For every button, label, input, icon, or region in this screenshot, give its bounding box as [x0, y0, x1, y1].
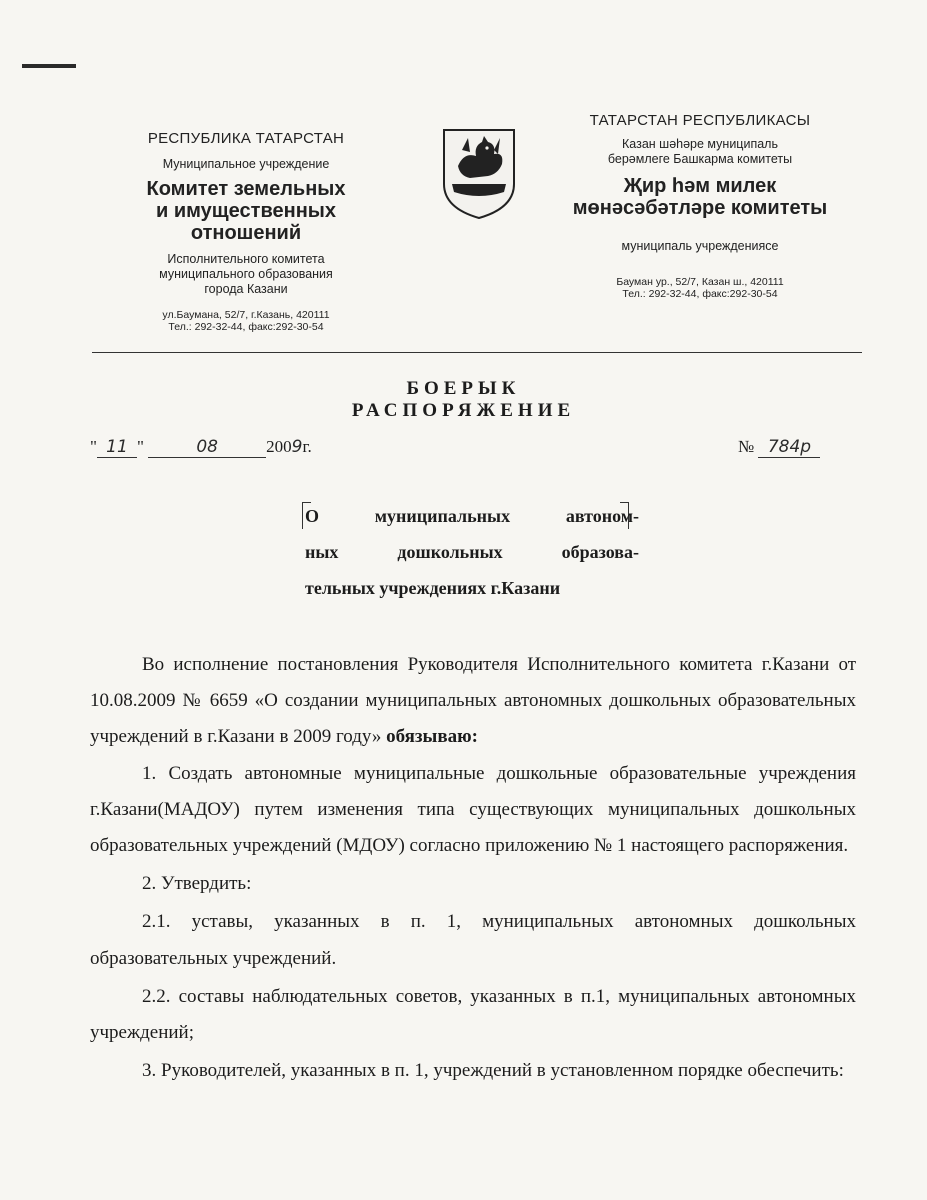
date-month: 08 [148, 437, 266, 458]
subject-line-2: ных дошкольных образова- [305, 542, 639, 562]
date-quote-open: " [90, 437, 97, 456]
body-intro [90, 647, 856, 756]
header-divider [92, 352, 862, 353]
body-paragraph-2-2: 2.2. составы наблюдательных советов, указанных в п.1, муниципальных автономных учреждений; [90, 985, 856, 1044]
header-right-org-type: муниципаль учреждениясе [621, 239, 779, 253]
header-left-phone: Тел.: 292-32-44, факс:292-30-54 [168, 321, 324, 333]
body-paragraph-1: 1. Создать автономные муниципальные дошкольные образовательные учреждения г.Казани(МАДОУ) путем изменения типа существующих муниципальных дошкольных образовательных учреждений (МДОУ) согласно приложению № 1 настоящего распоряжения. [90, 762, 856, 857]
date-year-prefix: 200 [266, 437, 292, 456]
doc-number-line [738, 437, 820, 458]
header-right-sub-1: Казан шәһәре муниципаль [622, 137, 778, 151]
body-paragraph-2-1: 2.1. уставы, указанных в п. 1, муниципальных автономных дошкольных образовательных учреждений. [90, 911, 856, 969]
date-line [90, 437, 312, 458]
doc-number: 784р [758, 437, 820, 458]
header-left-title-2: и имущественных [156, 200, 336, 222]
header-left-title-3: отношений [190, 222, 302, 244]
doc-type-tatar: БОЕРЫК [406, 378, 521, 399]
header-left-sub-1: Исполнительного комитета [167, 252, 325, 266]
header-left-address: ул.Баумана, 52/7, г.Казань, 420111 [162, 309, 330, 321]
date-year-digit: 9 [291, 437, 303, 457]
body-intro-bold: обязываю: [386, 726, 478, 748]
body-paragraph-2: 2. Утвердить: [142, 873, 252, 895]
date-day: 11 [97, 437, 137, 458]
header-right-country: ТАТАРСТАН РЕСПУБЛИКАСЫ [589, 112, 811, 129]
subject-line-3: тельных учреждениях г.Казани [305, 578, 561, 598]
header-left-sub-2: муниципального образования [159, 267, 333, 281]
header-right-title-2: мөнәсәбәтләре комитеты [572, 197, 828, 219]
header-left-org-type: Муниципальное учреждение [162, 157, 330, 171]
header-right-address: Бауман ур., 52/7, Казан ш., 420111 [616, 276, 784, 288]
header-right-phone: Тел.: 292-32-44, факс:292-30-54 [622, 288, 778, 300]
header-right [555, 112, 845, 300]
body-intro-text: Во исполнение постановления Руководителя Исполнительного комитета г.Казани от 10.08.2009 № 6659 «О создании муниципальных автономных дошкольных образовательных учреждений в г.Казани в 2009 году» [90, 654, 856, 748]
header-left-sub-3: города Казани [204, 282, 288, 296]
header-left [110, 130, 382, 333]
date-year-suffix: г. [302, 437, 312, 456]
header-left-country: РЕСПУБЛИКА ТАТАРСТАН [147, 130, 345, 147]
subject-line-1: О муниципальных автоном- [305, 506, 639, 526]
header-right-sub-2: берәмлеге Башкарма комитеты [607, 152, 793, 166]
header-right-title-1: Җир һәм милек [623, 175, 777, 197]
margin-dash [22, 64, 76, 68]
subject-block [305, 498, 639, 606]
doc-number-prefix: № [738, 437, 755, 456]
date-quote-close: " [136, 437, 144, 456]
header-left-title-1: Комитет земельных [146, 178, 346, 200]
doc-type-russian: РАСПОРЯЖЕНИЕ [351, 400, 576, 421]
coat-of-arms-emblem [438, 126, 520, 222]
body-paragraph-3: 3. Руководителей, указанных в п. 1, учреждений в установленном порядке обеспечить: [142, 1060, 844, 1082]
document-body [90, 647, 856, 1089]
